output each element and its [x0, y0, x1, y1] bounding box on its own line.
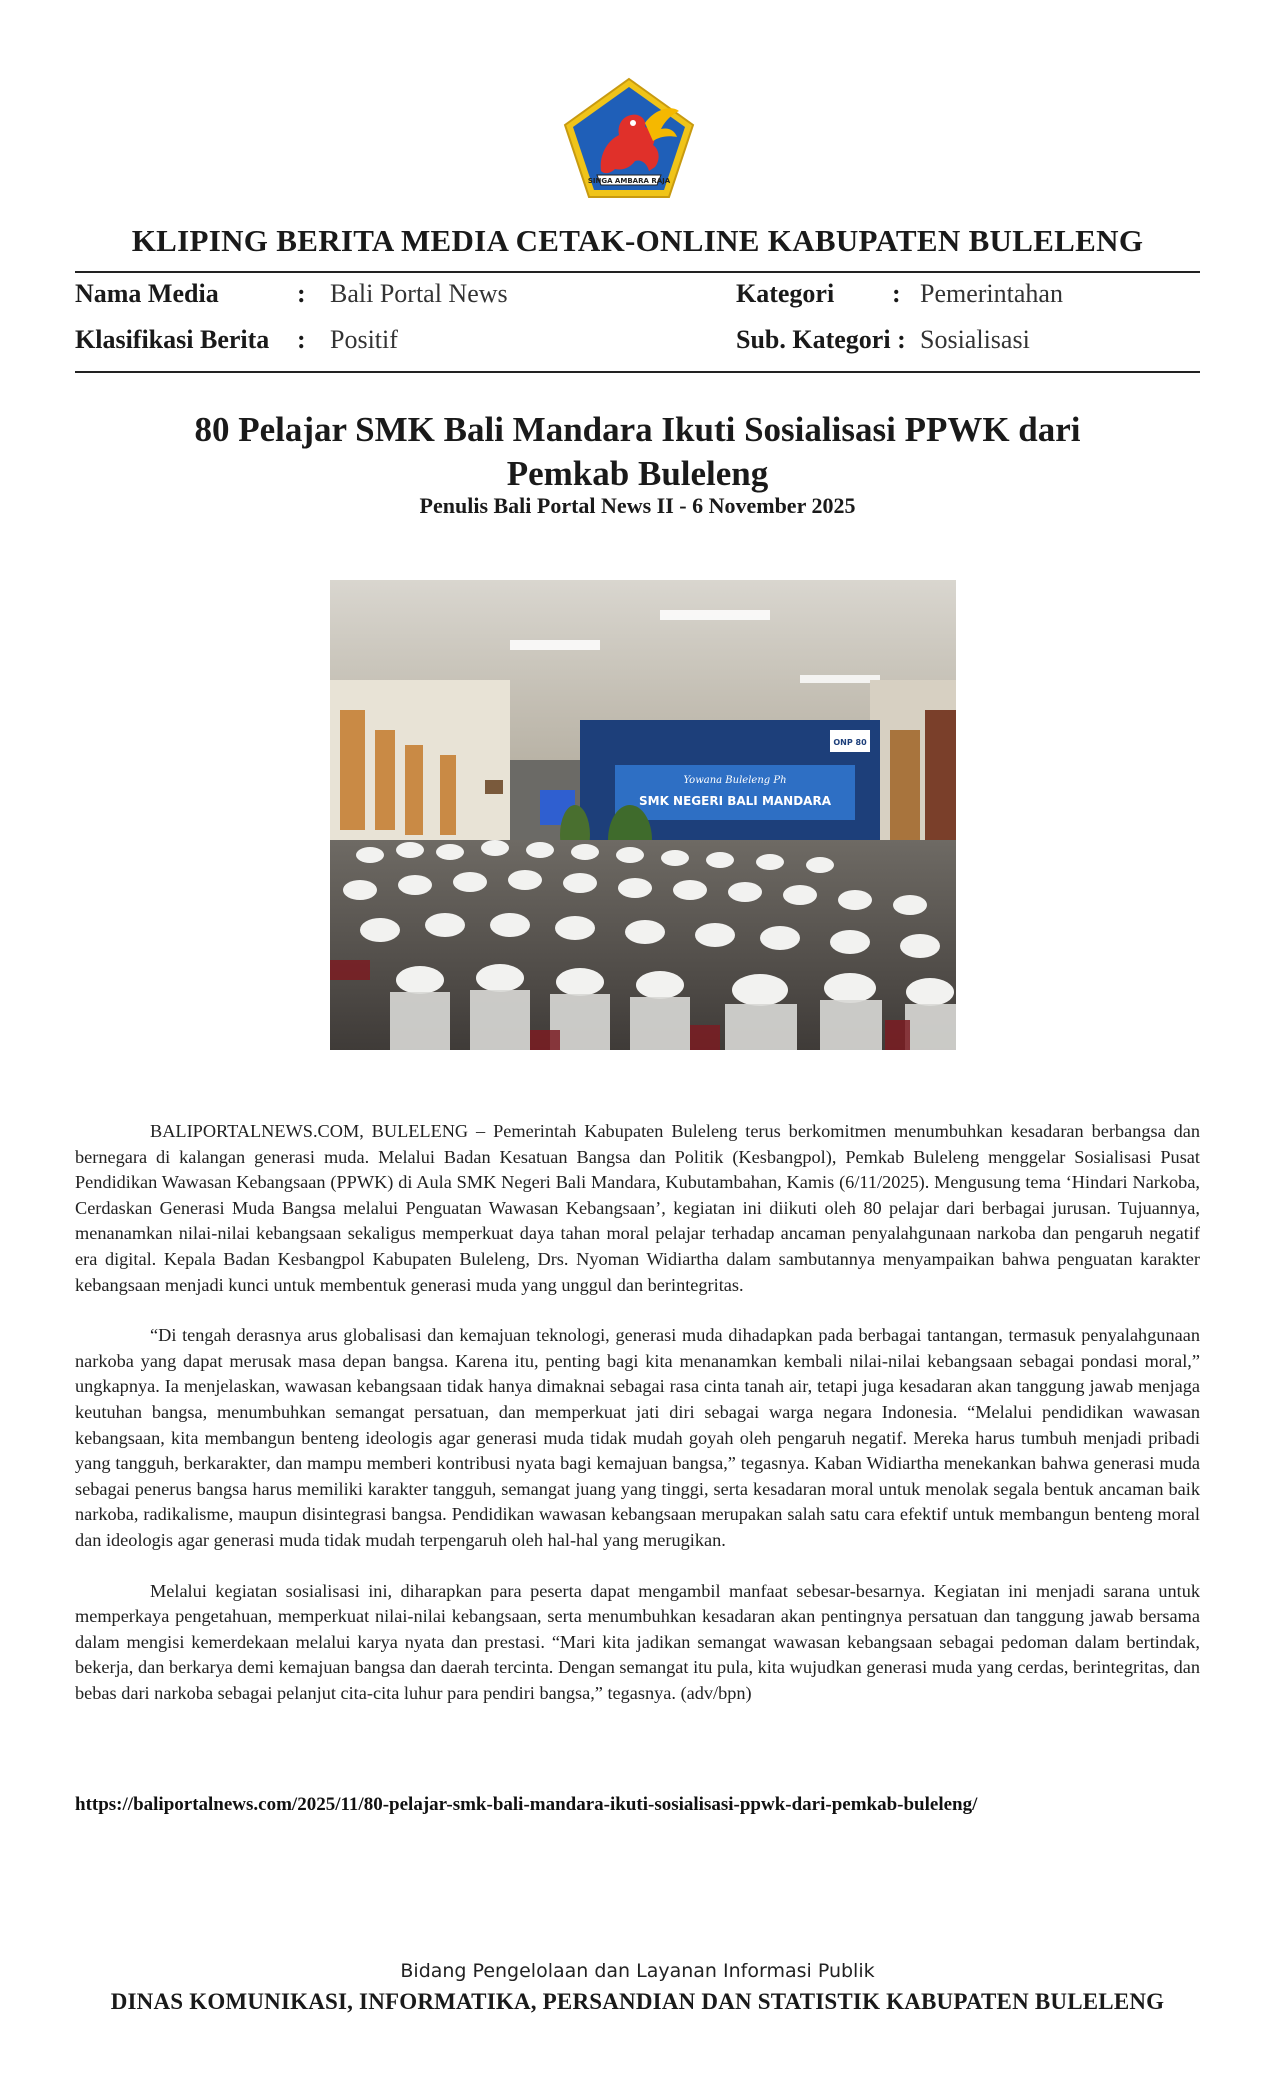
article-paragraph: Melalui kegiatan sosialisasi ini, diharapkan para peserta dapat mengambil manfaat sebesar-besarnya. Kegiatan ini menjadi sarana untuk memperkaya pengetahuan, memperkuat nilai-nilai kebangsaan, serta menumbuhkan kesadaran akan pentingnya persatuan dan tanggung jawab bersama dalam mengisi kemerdekaan melalui karya nyata dan prestasi. “Mari kita jadikan semangat wawasan kebangsaan sebagai pedoman dalam bertindak, bekerja, dan berkarya demi kemajuan bangsa dan daerah tercinta. Dengan semangat itu pula, kita wujudkan generasi muda yang cerdas, berintegritas, dan bebas dari narkoba sebagai pelanjut cita-cita luhur para pendiri bangsa,” tegasnya. (adv/bpn)	[75, 1580, 1200, 1703]
source-url-link[interactable]: https://baliportalnews.com/2025/11/80-pelajar-smk-bali-mandara-ikuti-sosialisasi-ppwk-dari-pemkab-buleleng/	[75, 1794, 978, 1815]
classification-value: Positif	[330, 325, 398, 354]
subcategory-value: Sosialisasi	[920, 325, 1030, 354]
emblem-motto: SINGA AMBARA RAJA	[587, 177, 671, 185]
buleleng-regency-logo	[561, 75, 697, 201]
subcategory-label: Sub. Kategori :	[736, 325, 906, 354]
category-value: Pemerintahan	[920, 279, 1063, 308]
article-body	[75, 1119, 1200, 1731]
article-photo	[330, 580, 956, 1050]
footer-department: Bidang Pengelolaan dan Layanan Informasi Publik	[400, 1960, 875, 1982]
footer-organization: DINAS KOMUNIKASI, INFORMATIKA, PERSANDIAN DAN STATISTIK KABUPATEN BULELENG	[110, 1989, 1165, 2014]
category-colon: :	[892, 279, 901, 308]
category-label: Kategori	[736, 279, 835, 308]
singa-ambara-raja-emblem-icon	[561, 75, 697, 201]
banner-badge: ONP 80	[833, 738, 867, 747]
header-divider-bottom	[75, 371, 1200, 373]
classification-colon: :	[297, 325, 306, 354]
meta-row-1	[75, 279, 1200, 309]
banner-school-name: SMK NEGERI BALI MANDARA	[639, 794, 831, 808]
article-byline: Penulis Bali Portal News II - 6 November 2025	[419, 493, 856, 518]
article-paragraph: BALIPORTALNEWS.COM, BULELENG – Pemerintah Kabupaten Buleleng terus berkomitmen menumbuhkan kesadaran berbangsa dan bernegara di kalangan generasi muda. Melalui Badan Kesatuan Bangsa dan Politik (Kesbangpol), Pemkab Buleleng menggelar Sosialisasi Pusat Pendidikan Wawasan Kebangsaan (PPWK) di Aula SMK Negeri Bali Mandara, Kubutambahan, Kamis (6/11/2025). Mengusung tema ‘Hindari Narkoba, Cerdaskan Generasi Muda Bangsa melalui Penguatan Wawasan Kebangsaan’, kegiatan ini diikuti oleh 80 pelajar dari berbagai jurusan. Tujuannya, menanamkan nilai-nilai kebangsaan sekaligus memperkuat daya tahan moral pelajar terhadap ancaman penyalahgunaan narkoba dan pengaruh negatif era digital. Kepala Badan Kesbangpol Kabupaten Buleleng, Drs. Nyoman Widiartha dalam sambutannya menyampaikan bahwa penguatan karakter kebangsaan menjadi kunci untuk membentuk generasi muda yang unggul dan berintegritas.	[75, 1121, 1200, 1295]
article-title: 80 Pelajar SMK Bali Mandara Ikuti Sosialisasi PPWK dari Pemkab Buleleng	[194, 410, 1081, 493]
clipping-header-title: KLIPING BERITA MEDIA CETAK-ONLINE KABUPATEN BULELENG	[131, 223, 1144, 258]
media-name-value: Bali Portal News	[330, 279, 508, 308]
media-name-label: Nama Media	[75, 279, 219, 308]
article-paragraph: “Di tengah derasnya arus globalisasi dan kemajuan teknologi, generasi muda dihadapkan pada berbagai tantangan, termasuk penyalahgunaan narkoba yang dapat merusak masa depan bangsa. Karena itu, penting bagi kita menanamkan kembali nilai-nilai kebangsaan sebagai pondasi moral,” ungkapnya. Ia menjelaskan, wawasan kebangsaan tidak hanya dimaknai sebagai rasa cinta tanah air, tetapi juga kesadaran akan tanggung jawab menjaga keutuhan bangsa, menumbuhkan semangat persatuan, dan memperkuat jati diri sebagai warga negara Indonesia. “Melalui pendidikan wawasan kebangsaan, kita membangun benteng ideologis agar generasi muda tidak mudah goyah oleh pengaruh negatif. Mereka harus tumbuh menjadi pribadi yang tangguh, berkarakter, dan mampu memberi kontribusi nyata bagi kemajuan bangsa,” tegasnya. Kaban Widiartha menekankan bahwa generasi muda sebagai penerus bangsa harus memiliki karakter tangguh, semangat juang yang tinggi, serta kesadaran moral untuk menolak segala bentuk ancaman baik narkoba, radikalisme, maupun disintegrasi bangsa. Pendidikan wawasan kebangsaan merupakan salah satu cara efektif untuk membangun benteng moral dan ideologis agar generasi muda tidak mudah terpengaruh oleh hal-hal yang merugikan.	[75, 1325, 1200, 1550]
classification-label: Klasifikasi Berita	[75, 325, 270, 354]
media-name-colon: :	[297, 279, 306, 308]
meta-row-2	[75, 325, 1200, 355]
banner-script: Yowana Buleleng Ph	[683, 775, 787, 786]
header-divider-top	[75, 271, 1200, 273]
seminar-hall-photo	[330, 580, 956, 1050]
